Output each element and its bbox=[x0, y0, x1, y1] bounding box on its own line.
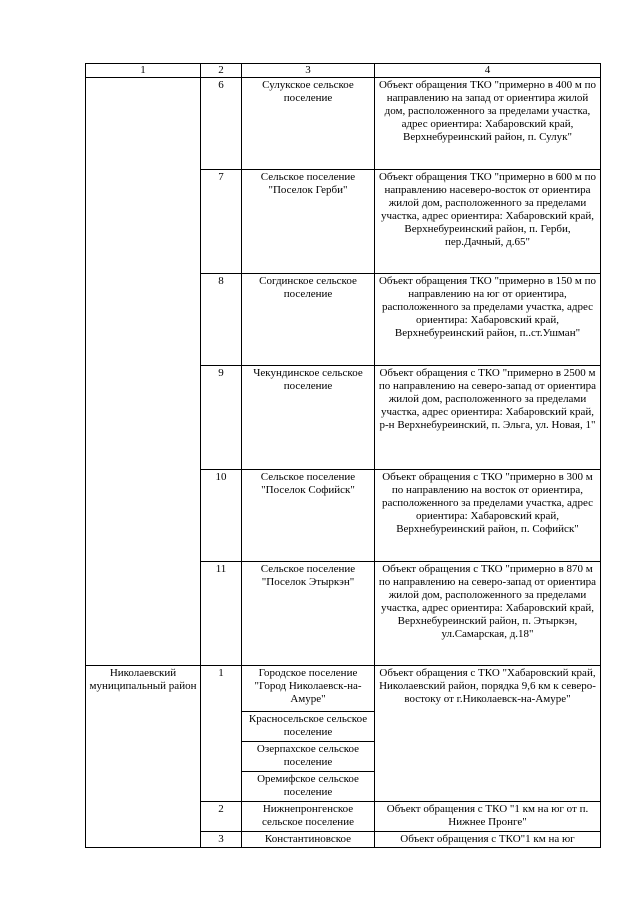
settlement-cell: Константиновское bbox=[242, 832, 375, 848]
header-col-1: 1 bbox=[86, 64, 201, 78]
waste-facilities-table bbox=[85, 63, 601, 848]
settlement-cell: Городское поселение "Город Николаевск-на-Амуре" bbox=[242, 666, 375, 712]
row-number: 8 bbox=[201, 274, 242, 366]
object-cell: Объект обращения с ТКО "примерно в 2500 м по направлению на северо-запад от ориентира жилой дом, расположенного за пределами участка, адрес ориентира: Хабаровский край, р-н Верхнебуреинский, п. Эльга, ул. Новая, 1" bbox=[375, 366, 601, 470]
settlement-cell: Чекундинское сельское поселение bbox=[242, 366, 375, 470]
row-number: 11 bbox=[201, 562, 242, 666]
settlement-cell: Оремифское сельское поселение bbox=[242, 772, 375, 802]
header-row bbox=[86, 64, 601, 78]
settlement-cell: Согдинское сельское поселение bbox=[242, 274, 375, 366]
header-col-3: 3 bbox=[242, 64, 375, 78]
settlement-cell: Красносельское сельское поселение bbox=[242, 712, 375, 742]
object-cell: Объект обращения с ТКО "1 км на юг от п. Нижнее Пронге" bbox=[375, 802, 601, 832]
header-col-4: 4 bbox=[375, 64, 601, 78]
row-number: 10 bbox=[201, 470, 242, 562]
settlement-cell: Сельское поселение "Поселок Герби" bbox=[242, 170, 375, 274]
object-cell: Объект обращения ТКО "примерно в 600 м по направлению насеверо-восток от ориентира жилой дом, расположенного за пределами участка, адрес ориентира: Хабаровский край, Верхнебуреинский район, п. Герби, пер.Дачный, д.65" bbox=[375, 170, 601, 274]
settlement-cell: Сельское поселение "Поселок Этыркэн" bbox=[242, 562, 375, 666]
settlement-cell: Нижнепронгенское сельское поселение bbox=[242, 802, 375, 832]
district-cell: Николаевский муниципальный район bbox=[86, 666, 201, 848]
row-number: 2 bbox=[201, 802, 242, 832]
row-number: 1 bbox=[201, 666, 242, 802]
object-cell: Объект обращения ТКО "примерно в 150 м по направлению на юг от ориентира, расположенного за пределами участка, адрес ориентира: Хабаровский край, Верхнебуреинский район, п..ст.Ушман" bbox=[375, 274, 601, 366]
table-row bbox=[86, 666, 601, 712]
table-row bbox=[86, 78, 601, 170]
district-cell-empty bbox=[86, 78, 201, 666]
object-cell: Объект обращения с ТКО "примерно в 870 м по направлению на северо-запад от ориентира жилой дом, расположенного за пределами участка, адрес ориентира: Хабаровский край, Верхнебуреинский район, п. Этыркэн, ул.Самарская, д.18" bbox=[375, 562, 601, 666]
object-cell: Объект обращения ТКО "примерно в 400 м по направлению на запад от ориентира жилой дом, расположенного за пределами участка, адрес ориентира: Хабаровский край, Верхнебуреинский район, п. Сулук" bbox=[375, 78, 601, 170]
row-number: 3 bbox=[201, 832, 242, 848]
row-number: 9 bbox=[201, 366, 242, 470]
object-cell: Объект обращения с ТКО"1 км на юг bbox=[375, 832, 601, 848]
row-number: 6 bbox=[201, 78, 242, 170]
settlement-cell: Сулукское сельское поселение bbox=[242, 78, 375, 170]
settlement-cell: Озерпахское сельское поселение bbox=[242, 742, 375, 772]
settlement-cell: Сельское поселение "Поселок Софийск" bbox=[242, 470, 375, 562]
object-cell: Объект обращения с ТКО "примерно в 300 м по направлению на восток от ориентира, расположенного за пределами участка, адрес ориентира: Хабаровский край, Верхнебуреинский район, п. Софийск" bbox=[375, 470, 601, 562]
row-number: 7 bbox=[201, 170, 242, 274]
header-col-2: 2 bbox=[201, 64, 242, 78]
object-cell: Объект обращения с ТКО "Хабаровский край, Николаевский район, порядка 9,6 км к северо-востоку от г.Николаевск-на-Амуре" bbox=[375, 666, 601, 802]
